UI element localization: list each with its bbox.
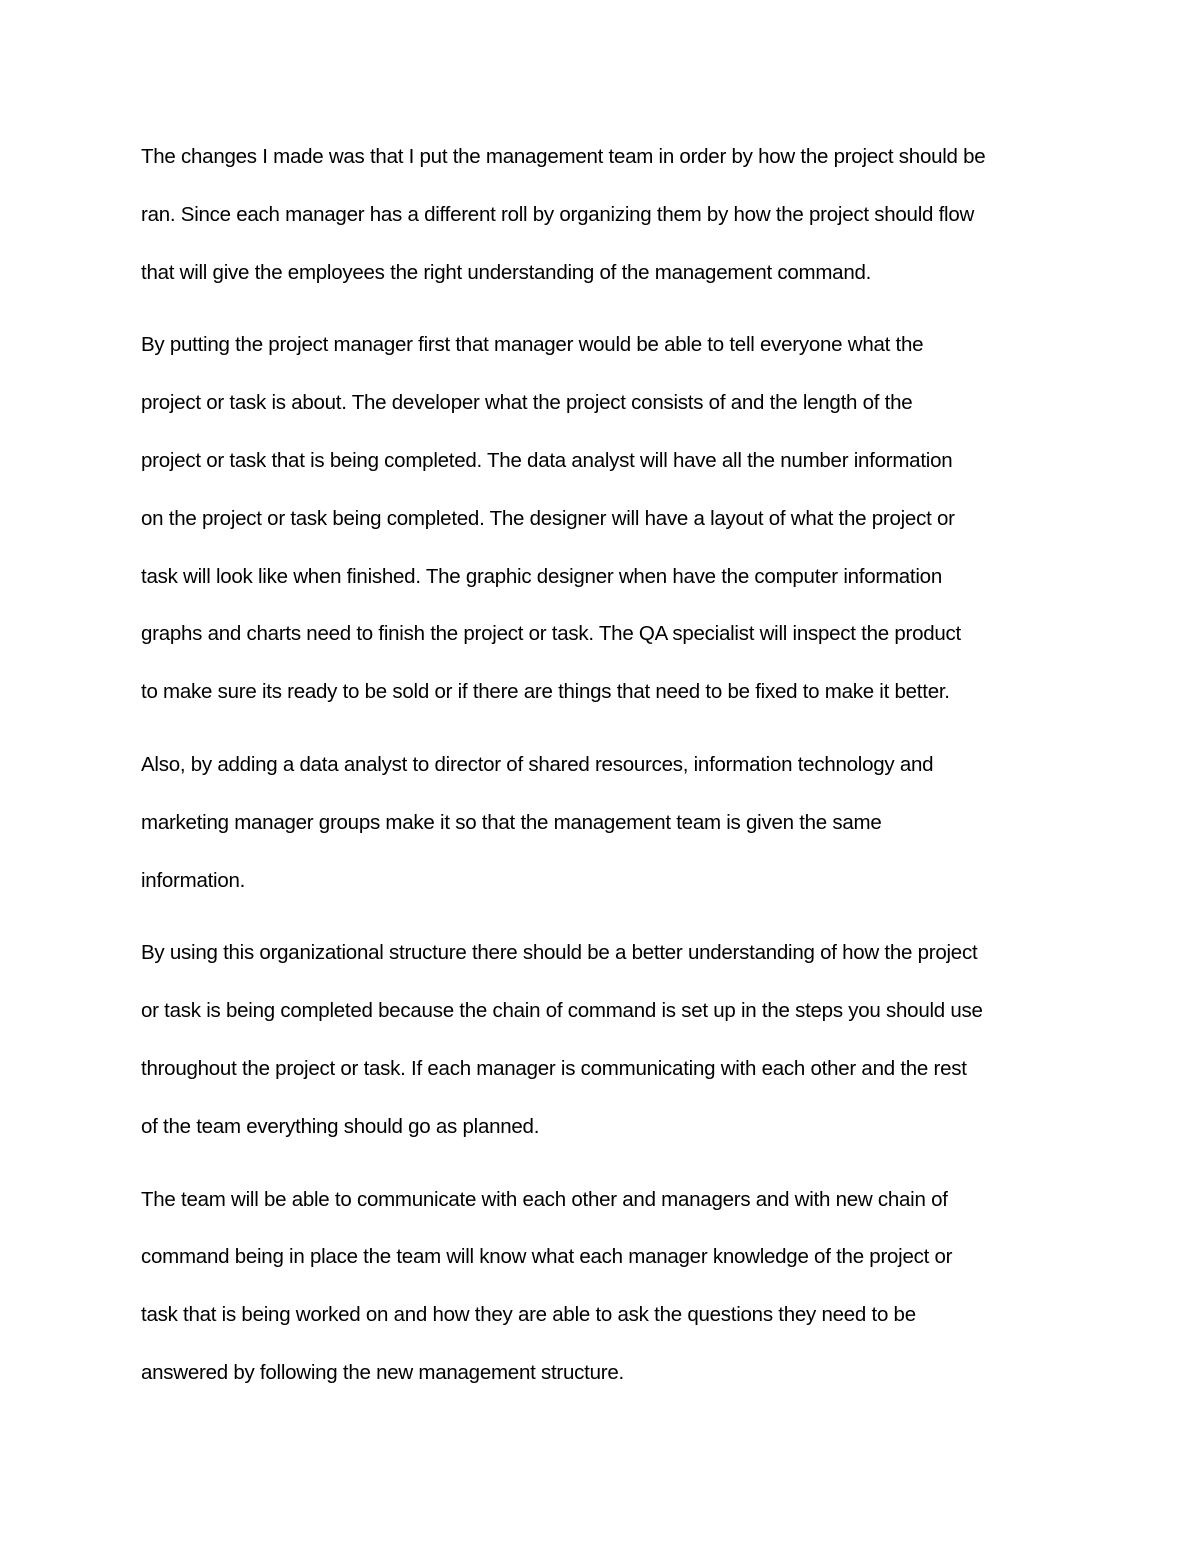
text-line: The changes I made was that I put the management team in order by how the project should be: [141, 145, 986, 168]
text-line: graphs and charts need to finish the project or task. The QA specialist will inspect the product: [141, 622, 961, 646]
text-line: ran. Since each manager has a different roll by organizing them by how the project should flow: [141, 202, 975, 226]
text-line: that will give the employees the right understanding of the management command.: [141, 260, 872, 284]
paragraph-3: [141, 736, 1066, 909]
text-line: command being in place the team will know what each manager knowledge of the project or: [141, 1245, 953, 1269]
text-line: answered by following the new management structure.: [141, 1360, 624, 1384]
paragraph-4: [141, 924, 1066, 1155]
text-line: By putting the project manager first that manager would be able to tell everyone what the: [141, 333, 924, 357]
text-line: By using this organizational structure there should be a better understanding of how the project: [141, 941, 978, 965]
text-line: project or task that is being completed. The data analyst will have all the number information: [141, 448, 953, 472]
text-line: information.: [141, 868, 246, 892]
text-line: project or task is about. The developer what the project consists of and the length of the: [141, 391, 913, 415]
text-line: or task is being completed because the chain of command is set up in the steps you should use: [141, 999, 983, 1023]
text-line: task that is being worked on and how they are able to ask the questions they need to be: [141, 1303, 916, 1327]
document-body: [141, 128, 1066, 1417]
text-line: task will look like when finished. The graphic designer when have the computer information: [141, 564, 942, 588]
text-line: Also, by adding a data analyst to director of shared resources, information technology and: [141, 752, 934, 776]
text-line: marketing manager groups make it so that the management team is given the same: [141, 810, 882, 834]
text-line: on the project or task being completed. The designer will have a layout of what the project or: [141, 506, 955, 530]
text-line: of the team everything should go as planned.: [141, 1114, 540, 1138]
text-line: throughout the project or task. If each manager is communicating with each other and the rest: [141, 1056, 967, 1080]
paragraph-2: [141, 316, 1066, 721]
text-line: The team will be able to communicate with each other and managers and with new chain of: [141, 1187, 948, 1211]
text-line: to make sure its ready to be sold or if there are things that need to be fixed to make it better.: [141, 680, 950, 704]
paragraph-5: [141, 1171, 1066, 1402]
paragraph-1: [141, 128, 1066, 301]
